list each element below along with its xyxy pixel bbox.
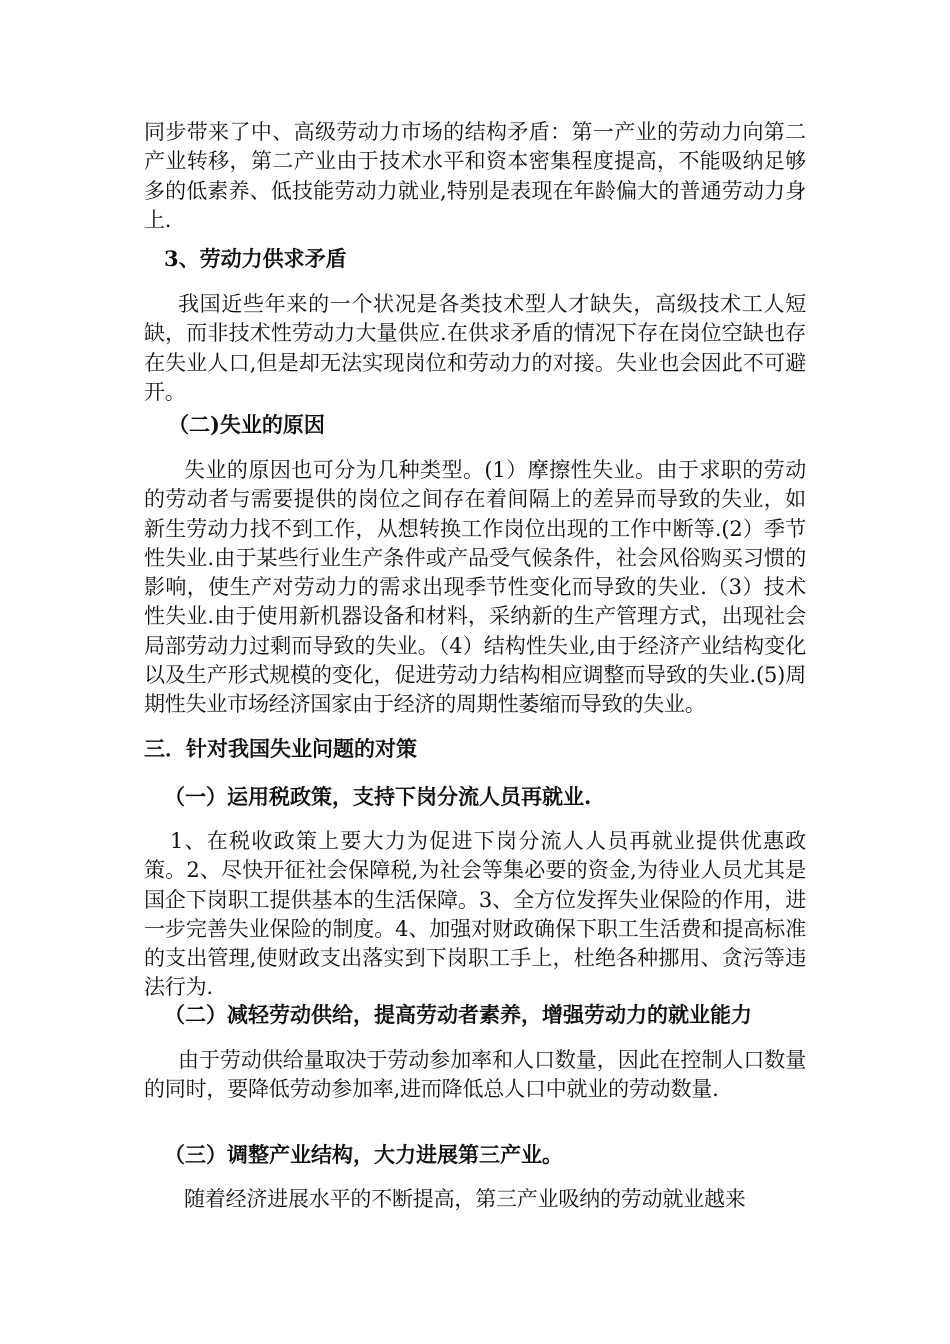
paragraph-tax-policy: 1、在税收政策上要大力为促进下岗分流人人员再就业提供优惠政策。2、尽快开征社会保障税,为社会等集必要的资金,为待业人员尤其是国企下岗职工提供基本的生活保障。3、全方位发挥失业保险的作用，进一步完善失业保险的制度。4、加强对财政确保下职工生活费和提高标准的支出管理,使财政支出落实到下岗职工手上，杜绝各种挪用、贪污等违法行为. [144,829,806,1000]
heading-supply-demand-contradiction: 3、劳动力供求矛盾 [164,246,347,271]
heading-labor-supply-reduction: （二）减轻劳动供给，提高劳动者素养，增强劳动力的就业能力 [164,1002,752,1027]
heading-unemployment-causes: （二)失业的原因 [168,412,325,437]
paragraph-supply-demand: 我国近些年来的一个状况是各类技术型人才缺失，高级技术工人短缺，而非技术性劳动力大量供应.在供求矛盾的情况下存在岗位空缺也存在失业人口,但是却无法实现岗位和劳动力的对接。失业也会因此不可避开。 [144,292,806,404]
heading-section-three-countermeasures: 三．针对我国失业问题的对策 [144,736,417,761]
heading-tax-policy: （一）运用税政策，支持下岗分流人员再就业. [164,784,592,809]
paragraph-unemployment-causes: 失业的原因也可分为几种类型。(1）摩擦性失业。由于求职的劳动的劳动者与需要提供的岗位之间存在着间隔上的差异而导致的失业，如新生劳动力找不到工作，从想转换工作岗位出现的工作中断等.(2）季节性失业.由于某些行业生产条件或产品受气候条件，社会风俗购买习惯的影响，使生产对劳动力的需求出现季节性变化而导致的失业.（3）技术性失业.由于使用新机器设备和材料，采纳新的生产管理方式，出现社会局部劳动力过剩而导致的失业。（4）结构性失业,由于经济产业结构变化以及生产形式规模的变化，促进劳动力结构相应调整而导致的失业.(5)周期性失业市场经济国家由于经济的周期性萎缩而导致的失业。 [144,458,806,717]
paragraph-labor-structure: 同步带来了中、高级劳动力市场的结构矛盾：第一产业的劳动力向第二产业转移，第二产业由于技术水平和资本密集程度提高，不能吸纳足够多的低素养、低技能劳动力就业,特别是表现在年龄偏大的普通劳动力身上. [144,120,806,232]
paragraph-tertiary-industry: 随着经济进展水平的不断提高，第三产业吸纳的劳动就业越来 [184,1187,746,1211]
heading-industry-restructuring: （三）调整产业结构，大力进展第三产业。 [164,1142,563,1167]
paragraph-labor-supply: 由于劳动供给量取决于劳动参加率和人口数量，因此在控制人口数量的同时，要降低劳动参加率,进而降低总人口中就业的劳动数量. [144,1048,806,1102]
